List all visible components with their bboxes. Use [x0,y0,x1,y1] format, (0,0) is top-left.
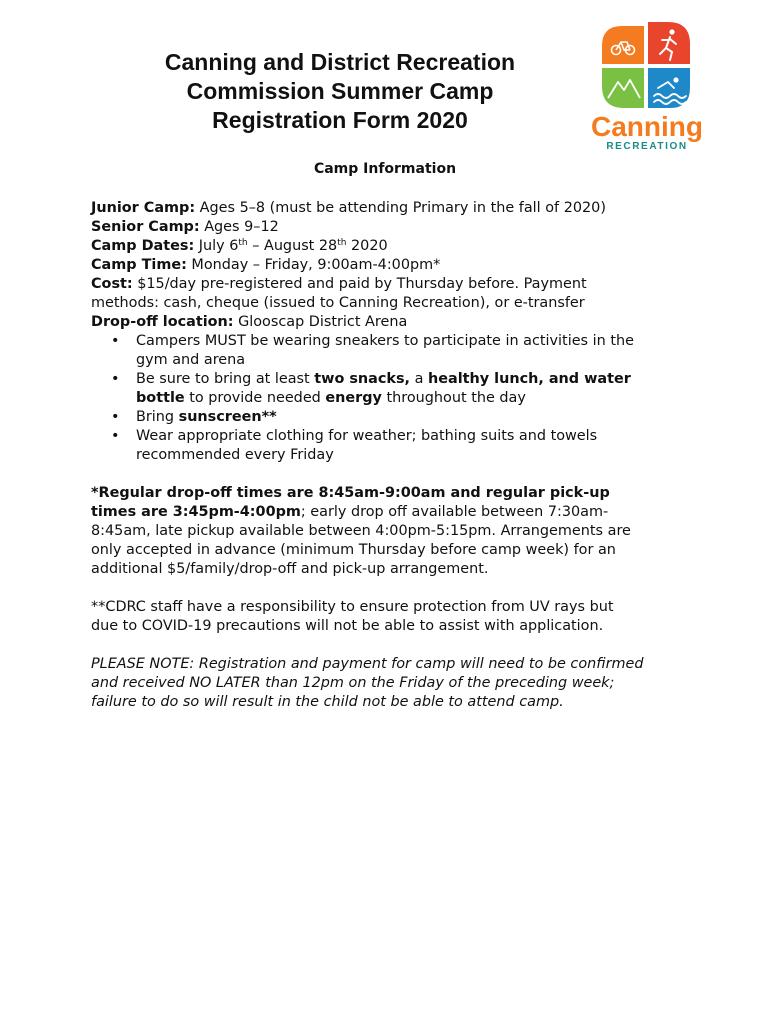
spacer [91,579,691,598]
please-note-paragraph [91,655,691,712]
regular-times-text: ; early drop off available between 7:30am- [300,504,609,520]
staff-text: due to COVID-19 precautions will not be able to assist with application. [91,618,604,634]
camp-dates-start-sup: th [238,238,248,248]
title-line: Canning and District Recreation [164,49,516,75]
cost-value: $15/day pre-registered and paid by Thursday before. Payment [132,276,587,292]
list-item-bold: sunscreen** [178,409,277,425]
regular-times-bold: *Regular drop-off times are 8:45am-9:00am and regular pick-up [91,485,610,501]
list-item-text: gym and arena [136,352,246,368]
dropoff-line [91,313,691,332]
junior-camp-line [91,199,691,218]
dropoff-label: Drop-off location: [91,314,234,330]
staff-paragraph [91,598,691,636]
junior-camp-value: Ages 5–8 (must be attending Primary in the fall of 2020) [195,200,606,216]
camp-dates-start: July 6 [194,238,239,254]
section-heading: Camp Information [313,161,457,177]
cost-label: Cost: [91,276,133,292]
page-title [120,48,560,135]
regular-times-text: additional $5/family/drop-off and pick-up arrangement. [91,561,489,577]
dropoff-value: Glooscap District Arena [233,314,408,330]
regular-times-paragraph [91,484,691,579]
spacer [91,636,691,655]
list-item-text: a [410,371,428,387]
camp-dates-end-sup: th [337,238,347,248]
cost-line [91,275,691,294]
list-item-text: Wear appropriate clothing for weather; bathing suits and towels [136,428,598,444]
regular-times-bold: times are 3:45pm-4:00pm [91,504,301,520]
requirements-list [91,332,691,465]
list-item-bold: healthy lunch, and water [427,371,631,387]
camp-information-body [91,199,691,712]
title-line: Commission Summer Camp [186,78,494,104]
logo-wordmark: Canning [591,111,703,142]
list-item [91,370,691,408]
senior-camp-line [91,218,691,237]
logo-subword: RECREATION [606,141,688,152]
camp-time-line [91,256,691,275]
list-item [91,408,691,427]
camp-dates-label: Camp Dates: [91,238,195,254]
logo-red-quadrant [648,22,690,64]
note-text: and received NO LATER than 12pm on the Friday of the preceding week; [91,675,615,691]
list-item-text: recommended every Friday [136,447,334,463]
camp-dates-year: 2020 [346,238,388,254]
senior-camp-label: Senior Camp: [91,219,200,235]
regular-times-text: only accepted in advance (minimum Thursday before camp week) for an [91,542,616,558]
spacer [91,465,691,484]
list-item-bold: bottle [136,390,185,406]
junior-camp-label: Junior Camp: [91,200,196,216]
title-line: Registration Form 2020 [212,107,468,133]
list-item-text: throughout the day [381,390,526,406]
camp-time-label: Camp Time: [91,257,187,273]
camp-dates-mid: – August 28 [247,238,338,254]
senior-camp-value: Ages 9–12 [199,219,279,235]
list-item-text: Campers MUST be wearing sneakers to participate in activities in the [136,333,634,349]
regular-times-text: 8:45am, late pickup available between 4:00pm-5:15pm. Arrangements are [91,523,631,539]
list-item-text: to provide needed [184,390,326,406]
note-text: PLEASE NOTE: Registration and payment for camp will need to be confirmed [91,656,644,672]
logo-orange-quadrant [602,26,644,64]
payment-methods-line: methods: cash, cheque (issued to Canning Recreation), or e-transfer [91,295,585,311]
list-item-bold: energy [325,390,382,406]
staff-text: **CDRC staff have a responsibility to ensure protection from UV rays but [91,599,614,615]
list-item [91,332,691,370]
canning-recreation-logo [584,18,710,152]
list-item-text: Be sure to bring at least [136,371,315,387]
camp-dates-line [91,237,691,256]
note-text: failure to do so will result in the child not be able to attend camp. [91,694,564,710]
list-item [91,427,691,465]
list-item-bold: two snacks, [314,371,411,387]
camp-time-value: Monday – Friday, 9:00am-4:00pm* [186,257,441,273]
list-item-text: Bring [136,409,179,425]
